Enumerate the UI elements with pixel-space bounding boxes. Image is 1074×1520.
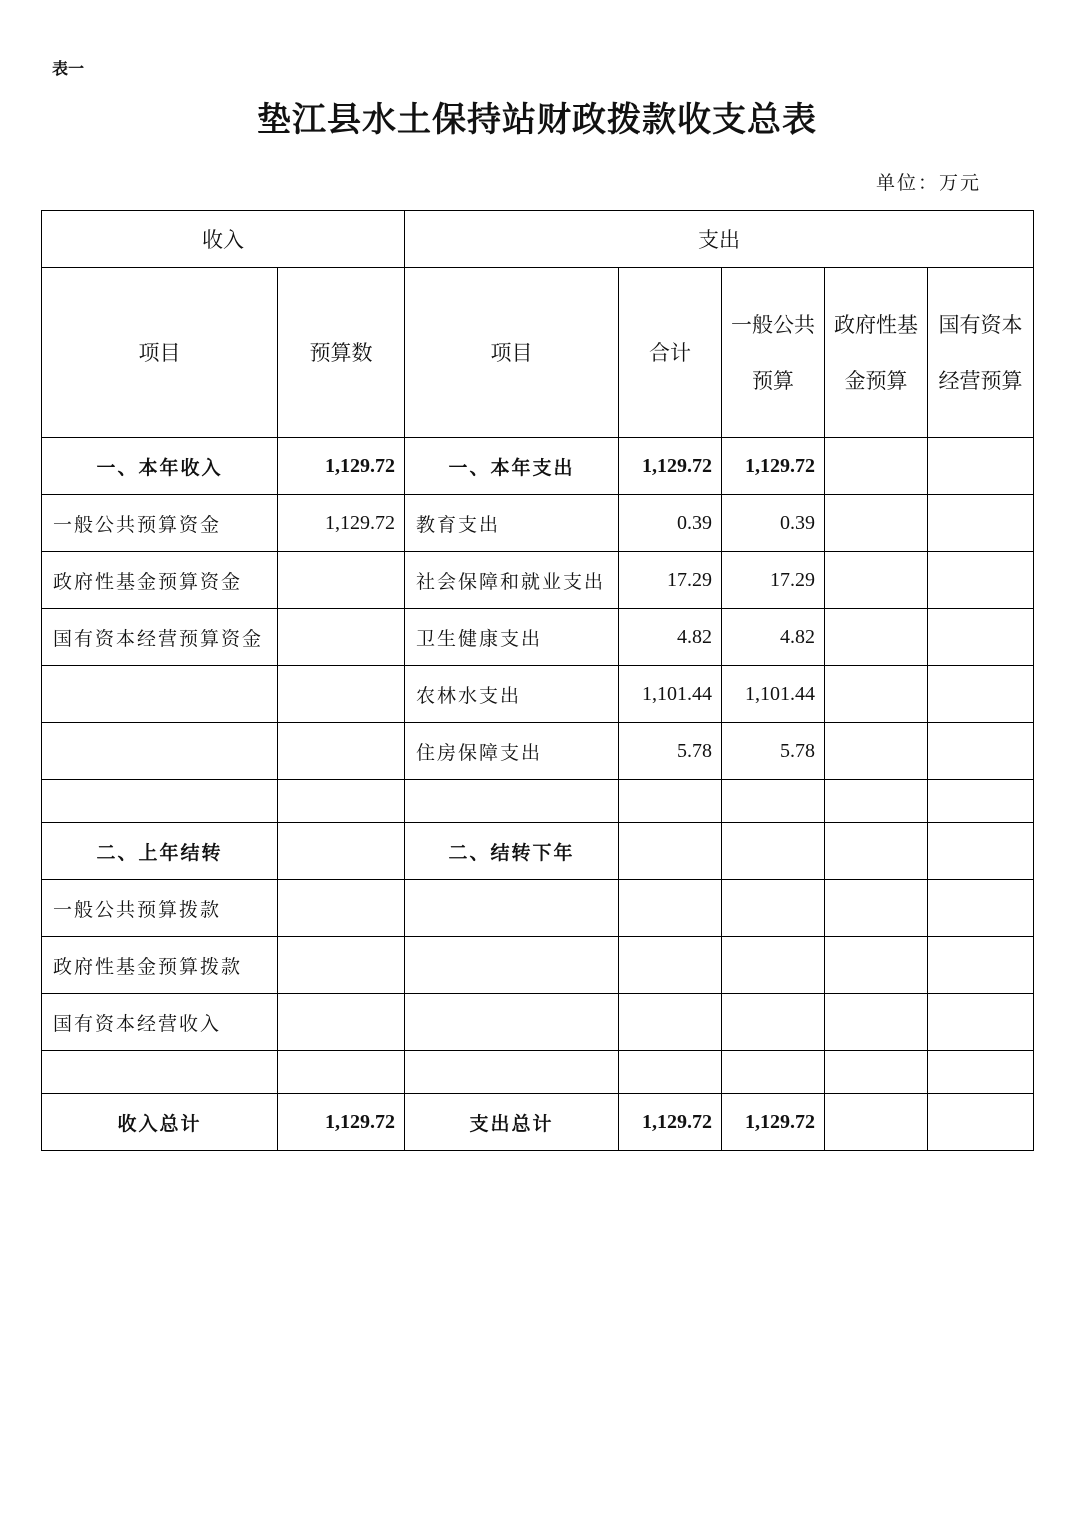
expense-item-cell: 农林水支出 <box>405 666 619 723</box>
income-amount-cell <box>278 937 405 994</box>
state-capital-cell <box>928 438 1034 495</box>
total-cell <box>619 880 722 937</box>
income-amount-cell: 1,129.72 <box>278 1094 405 1151</box>
income-item-cell <box>42 780 278 823</box>
fund-budget-cell <box>825 823 928 880</box>
income-item-cell: 一般公共预算资金 <box>42 495 278 552</box>
unit-label: 单位：万元 <box>876 172 982 194</box>
fund-budget-cell <box>825 880 928 937</box>
general-budget-cell: 17.29 <box>722 552 825 609</box>
expense-item-cell: 教育支出 <box>405 495 619 552</box>
expense-item-cell: 二、结转下年 <box>405 823 619 880</box>
income-item-cell <box>42 1051 278 1094</box>
fund-budget-cell <box>825 723 928 780</box>
expense-item-cell <box>405 880 619 937</box>
total-cell <box>619 1051 722 1094</box>
income-item-cell: 政府性基金预算资金 <box>42 552 278 609</box>
income-amount-cell: 1,129.72 <box>278 495 405 552</box>
general-budget-cell: 5.78 <box>722 723 825 780</box>
income-item-cell: 一般公共预算拨款 <box>42 880 278 937</box>
state-capital-cell <box>928 880 1034 937</box>
income-item-cell: 政府性基金预算拨款 <box>42 937 278 994</box>
income-amount-cell <box>278 666 405 723</box>
state-capital-cell <box>928 780 1034 823</box>
state-capital-cell <box>928 723 1034 780</box>
income-amount-cell <box>278 780 405 823</box>
table-row <box>42 1094 1034 1151</box>
total-cell <box>619 937 722 994</box>
general-budget-cell: 1,129.72 <box>722 1094 825 1151</box>
table-row <box>42 552 1034 609</box>
income-item-cell <box>42 666 278 723</box>
income-item-cell: 收入总计 <box>42 1094 278 1151</box>
expense-item-cell <box>405 994 619 1051</box>
fund-budget-cell <box>825 1051 928 1094</box>
total-cell: 0.39 <box>619 495 722 552</box>
general-budget-cell <box>722 994 825 1051</box>
col-expense-item: 项目 <box>405 268 619 438</box>
fund-budget-cell <box>825 609 928 666</box>
general-budget-cell <box>722 937 825 994</box>
expense-item-cell <box>405 780 619 823</box>
income-amount-cell <box>278 823 405 880</box>
col-fund-budget-label: 政府性基金预算 <box>834 312 918 393</box>
general-budget-cell: 1,101.44 <box>722 666 825 723</box>
income-amount-cell <box>278 1051 405 1094</box>
income-item-cell: 一、本年收入 <box>42 438 278 495</box>
expense-item-cell: 住房保障支出 <box>405 723 619 780</box>
income-item-cell: 二、上年结转 <box>42 823 278 880</box>
general-budget-cell <box>722 823 825 880</box>
income-amount-cell <box>278 609 405 666</box>
header-row-1 <box>42 211 1034 268</box>
income-amount-cell <box>278 723 405 780</box>
total-cell: 1,129.72 <box>619 438 722 495</box>
fund-budget-cell <box>825 495 928 552</box>
total-cell: 1,129.72 <box>619 1094 722 1151</box>
income-amount-cell <box>278 880 405 937</box>
state-capital-cell <box>928 994 1034 1051</box>
expense-item-cell: 一、本年支出 <box>405 438 619 495</box>
total-cell: 4.82 <box>619 609 722 666</box>
state-capital-cell <box>928 1094 1034 1151</box>
col-income-item: 项目 <box>42 268 278 438</box>
fund-budget-cell <box>825 937 928 994</box>
income-item-cell <box>42 723 278 780</box>
col-general-budget-label: 一般公共预算 <box>731 312 815 393</box>
total-cell: 5.78 <box>619 723 722 780</box>
table-row <box>42 666 1034 723</box>
expense-item-cell: 支出总计 <box>405 1094 619 1151</box>
total-cell: 17.29 <box>619 552 722 609</box>
col-state-capital-budget <box>928 268 1034 438</box>
table-row <box>42 438 1034 495</box>
expense-item-cell <box>405 1051 619 1094</box>
total-cell <box>619 780 722 823</box>
income-amount-cell <box>278 994 405 1051</box>
page-title: 垫江县水土保持站财政拨款收支总表 <box>257 100 817 140</box>
state-capital-cell <box>928 1051 1034 1094</box>
fund-budget-cell <box>825 780 928 823</box>
state-capital-cell <box>928 495 1034 552</box>
total-cell: 1,101.44 <box>619 666 722 723</box>
general-budget-cell: 4.82 <box>722 609 825 666</box>
general-budget-cell: 1,129.72 <box>722 438 825 495</box>
general-budget-cell <box>722 1051 825 1094</box>
table-row <box>42 609 1034 666</box>
col-income-budget: 预算数 <box>278 268 405 438</box>
table-row <box>42 1051 1034 1094</box>
general-budget-cell <box>722 880 825 937</box>
table-body <box>42 438 1034 1151</box>
table-row <box>42 937 1034 994</box>
expense-header: 支出 <box>405 211 1034 268</box>
state-capital-cell <box>928 552 1034 609</box>
expense-item-cell <box>405 937 619 994</box>
table-row <box>42 723 1034 780</box>
income-item-cell: 国有资本经营收入 <box>42 994 278 1051</box>
col-state-capital-budget-label: 国有资本经营预算 <box>938 312 1023 393</box>
table-row <box>42 994 1034 1051</box>
fund-budget-cell <box>825 994 928 1051</box>
fund-budget-cell <box>825 1094 928 1151</box>
state-capital-cell <box>928 823 1034 880</box>
table-row <box>42 823 1034 880</box>
fund-budget-cell <box>825 666 928 723</box>
income-header: 收入 <box>42 211 405 268</box>
fund-budget-cell <box>825 438 928 495</box>
expense-item-cell: 卫生健康支出 <box>405 609 619 666</box>
state-capital-cell <box>928 937 1034 994</box>
budget-table <box>41 210 1034 1151</box>
fund-budget-cell <box>825 552 928 609</box>
table-row <box>42 880 1034 937</box>
table-tag: 表一 <box>52 59 85 78</box>
income-item-cell: 国有资本经营预算资金 <box>42 609 278 666</box>
income-amount-cell: 1,129.72 <box>278 438 405 495</box>
table-row <box>42 780 1034 823</box>
total-cell <box>619 823 722 880</box>
total-cell <box>619 994 722 1051</box>
general-budget-cell <box>722 780 825 823</box>
header-row-2 <box>42 268 1034 438</box>
col-total: 合计 <box>619 268 722 438</box>
general-budget-cell: 0.39 <box>722 495 825 552</box>
table-row <box>42 495 1034 552</box>
income-amount-cell <box>278 552 405 609</box>
col-fund-budget <box>825 268 928 438</box>
state-capital-cell <box>928 666 1034 723</box>
expense-item-cell: 社会保障和就业支出 <box>405 552 619 609</box>
state-capital-cell <box>928 609 1034 666</box>
col-general-budget <box>722 268 825 438</box>
